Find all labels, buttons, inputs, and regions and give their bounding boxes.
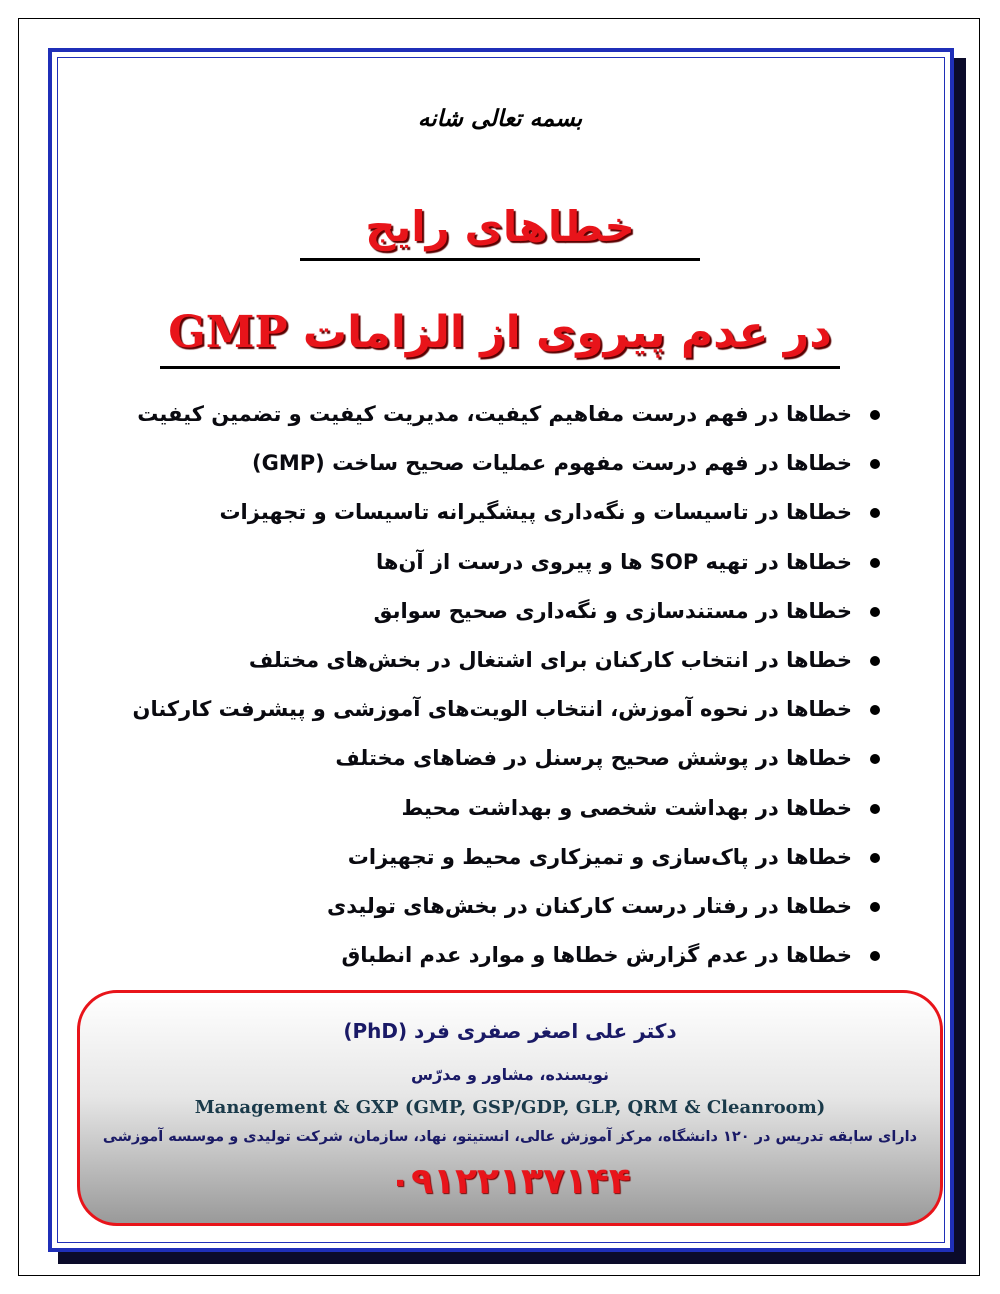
- bullet-icon: [870, 410, 880, 420]
- author-role: نویسنده، مشاور و مدرّس: [410, 1065, 610, 1084]
- list-item-text: خطاها در مستندسازی و نگه‌داری صحیح سوابق: [373, 598, 852, 623]
- list-item-text: خطاها در عدم گزارش خطاها و موارد عدم انطباق: [341, 943, 852, 968]
- list-item-text: خطاها در بهداشت شخصی و بهداشت محیط: [401, 795, 852, 820]
- bullet-icon: [870, 902, 880, 912]
- list-item: [110, 538, 880, 587]
- list-item-text: خطاها در رفتار درست کارکنان در بخش‌های تولیدی: [326, 893, 852, 918]
- bullet-icon: [870, 804, 880, 814]
- bullet-icon: [870, 951, 880, 961]
- bullet-icon: [870, 508, 880, 518]
- bullet-icon: [870, 558, 880, 568]
- list-item-text: خطاها در انتخاب کارکنان برای اشتغال در بخش‌های مختلف: [248, 647, 852, 672]
- list-item: [110, 488, 880, 537]
- author-experience: دارای سابقه تدریس در ۱۲۰ دانشگاه، مرکز آموزش عالی، انستیتو، نهاد، سازمان، شرکت تولیدی و موسسه آموزشی: [102, 1129, 918, 1145]
- list-item-text: خطاها در فهم درست مفهوم عملیات صحیح ساخت (GMP): [252, 451, 852, 476]
- list-item-text: خطاها در فهم درست مفاهیم کیفیت، مدیریت کیفیت و تضمین کیفیت: [137, 402, 852, 426]
- sub-title-gmp: GMP: [168, 307, 288, 358]
- list-item: [110, 390, 880, 439]
- bullet-icon: [870, 607, 880, 617]
- list-item-text: خطاها در نحوه آموزش، انتخاب الویت‌های آموزشی و پیشرفت کارکنان: [132, 697, 852, 722]
- bullet-icon: [870, 853, 880, 863]
- contact-box: [77, 990, 943, 1226]
- bullet-icon: [870, 656, 880, 666]
- list-item: [110, 636, 880, 685]
- author-name: دکتر علی اصغر صفری فرد (PhD): [343, 1019, 677, 1043]
- bullet-icon: [870, 459, 880, 469]
- list-item-text: خطاها در پوشش صحیح پرسنل در فضاهای مختلف: [335, 746, 852, 771]
- list-item-text: خطاها در تاسیسات و نگه‌داری پیشگیرانه تاسیسات و تجهیزات: [219, 500, 852, 525]
- sub-title: [160, 300, 840, 369]
- error-list: [110, 390, 880, 980]
- list-item: [110, 784, 880, 833]
- author-specialty: Management & GXP (GMP, GSP/GDP, GLP, QRM & Cleanroom): [194, 1097, 826, 1118]
- list-item: [110, 587, 880, 636]
- list-item: [110, 833, 880, 882]
- list-item: [110, 685, 880, 734]
- list-item: [110, 734, 880, 783]
- phone-number: ۰۹۱۲۲۱۳۷۱۴۴: [389, 1161, 631, 1202]
- list-item-text: خطاها در پاک‌سازی و تمیزکاری محیط و تجهیزات: [347, 844, 852, 869]
- bullet-icon: [870, 754, 880, 764]
- list-item: [110, 882, 880, 931]
- main-title: خطاهای رایج: [300, 196, 700, 261]
- sub-title-text: در عدم پیروی از الزامات: [302, 307, 832, 358]
- list-item: [110, 439, 880, 488]
- list-item: [110, 931, 880, 980]
- basmala: بسمه تعالی شانه: [417, 105, 583, 132]
- bullet-icon: [870, 705, 880, 715]
- list-item-text: خطاها در تهیه SOP ها و پیروی درست از آن‌ها: [376, 549, 852, 574]
